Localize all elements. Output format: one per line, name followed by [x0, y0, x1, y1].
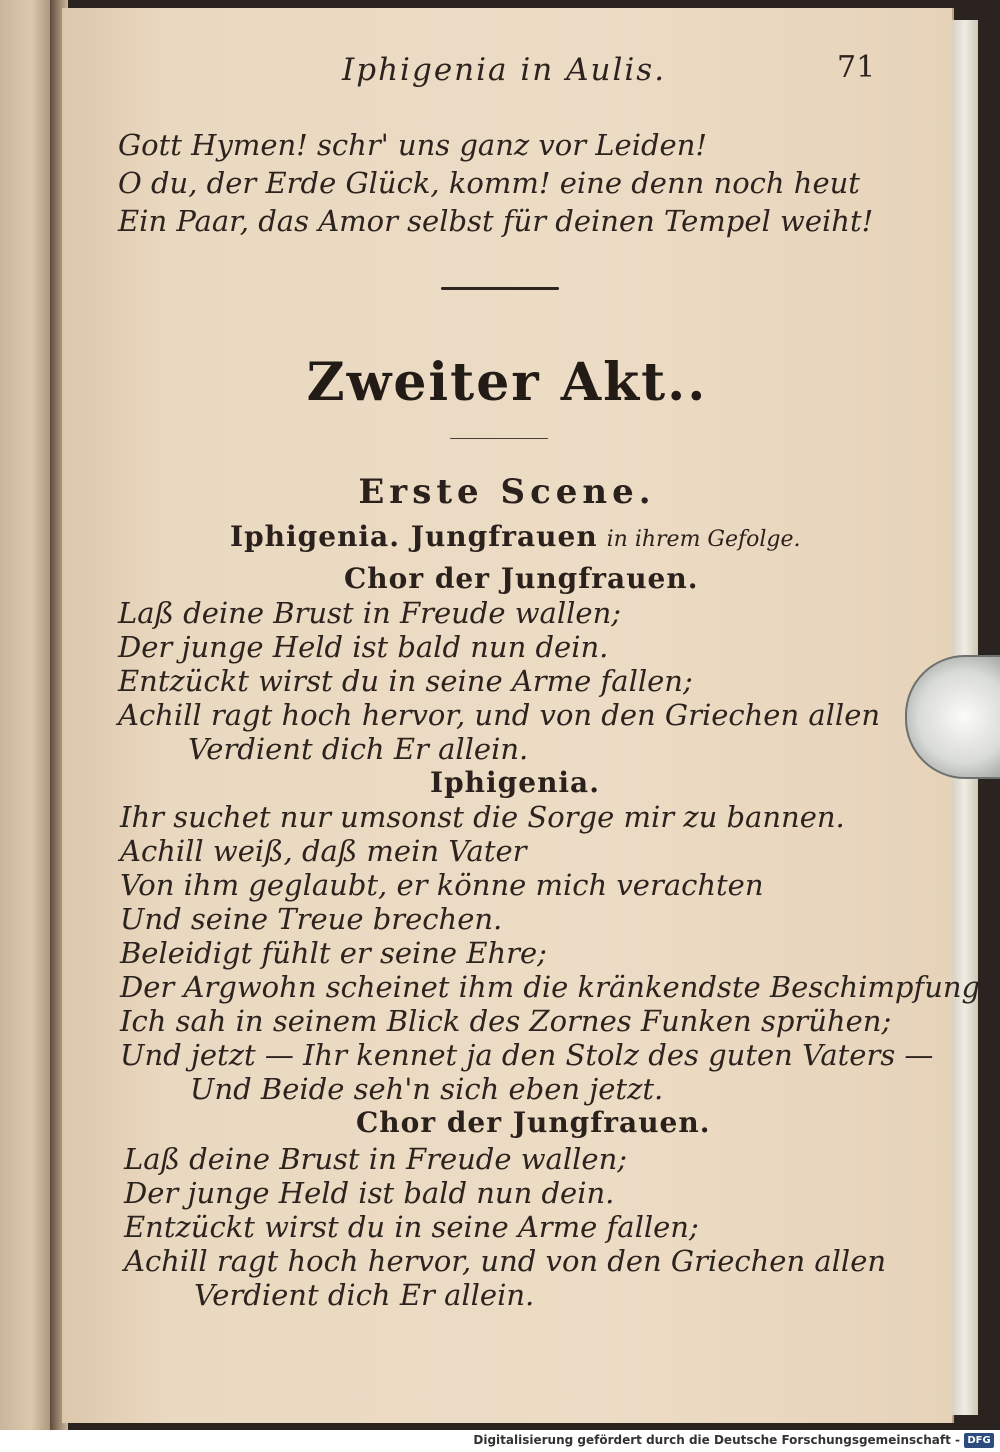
act-divider	[450, 438, 548, 439]
verse-line: Und seine Treue brechen.	[120, 902, 503, 936]
verse-line: Entzückt wirst du in seine Arme fallen;	[124, 1210, 699, 1244]
verse-line: Der junge Held ist bald nun dein.	[118, 630, 609, 664]
speaker-label: Chor der Jungfrauen.	[344, 562, 699, 595]
stage-direction: in ihrem Gefolge.	[606, 527, 801, 552]
verse-line: Der Argwohn scheinet ihm die kränkendste Beschimpfung.	[120, 970, 990, 1004]
verse-line: Achill ragt hoch hervor, und von den Griechen allen	[118, 698, 881, 732]
verse-line: Gott Hymen! schr' uns ganz vor Leiden!	[118, 128, 708, 162]
scene-speakers	[230, 520, 801, 553]
verse-line: Laß deine Brust in Freude wallen;	[124, 1142, 628, 1176]
scene-title: Erste Scene.	[358, 472, 656, 512]
verse-line: Und jetzt — Ihr kennet ja den Stolz des guten Vaters —	[120, 1038, 934, 1072]
running-title: Iphigenia in Aulis.	[342, 52, 667, 88]
verse-line: Ein Paar, das Amor selbst für deinen Tempel weiht!	[118, 204, 874, 238]
dfg-logo-icon: DFG	[964, 1433, 994, 1448]
verse-line: Und Beide seh'n sich eben jetzt.	[190, 1072, 664, 1106]
speaker-label: Chor der Jungfrauen.	[356, 1106, 711, 1139]
scene-speaker-names: Iphigenia. Jungfrauen	[230, 520, 598, 553]
verse-line: Laß deine Brust in Freude wallen;	[118, 596, 622, 630]
verse-line: Von ihm geglaubt, er könne mich verachten	[120, 868, 764, 902]
footer-credit: Digitalisierung gefördert durch die Deutsche Forschungsgemeinschaft -	[473, 1433, 960, 1447]
verse-line: O du, der Erde Glück, komm! eine denn noch heut	[118, 166, 860, 200]
page-header	[62, 50, 952, 90]
digitization-footer	[0, 1430, 1000, 1452]
verse-line: Achill ragt hoch hervor, und von den Griechen allen	[124, 1244, 887, 1278]
verse-line: Verdient dich Er allein.	[188, 732, 529, 766]
speaker-label: Iphigenia.	[430, 766, 600, 799]
verse-line: Beleidigt fühlt er seine Ehre;	[120, 936, 547, 970]
section-divider	[441, 287, 559, 290]
verse-line: Ich sah in seinem Blick des Zornes Funken sprühen;	[120, 1004, 892, 1038]
verse-line: Ihr suchet nur umsonst die Sorge mir zu bannen.	[120, 800, 845, 834]
verse-line: Entzückt wirst du in seine Arme fallen;	[118, 664, 693, 698]
previous-page-edge	[0, 0, 52, 1430]
verse-line: Der junge Held ist bald nun dein.	[124, 1176, 615, 1210]
verse-line: Verdient dich Er allein.	[194, 1278, 535, 1312]
page-number: 71	[837, 50, 876, 85]
verse-line: Achill weiß, daß mein Vater	[120, 834, 527, 868]
act-title: Zweiter Akt..	[306, 352, 708, 413]
